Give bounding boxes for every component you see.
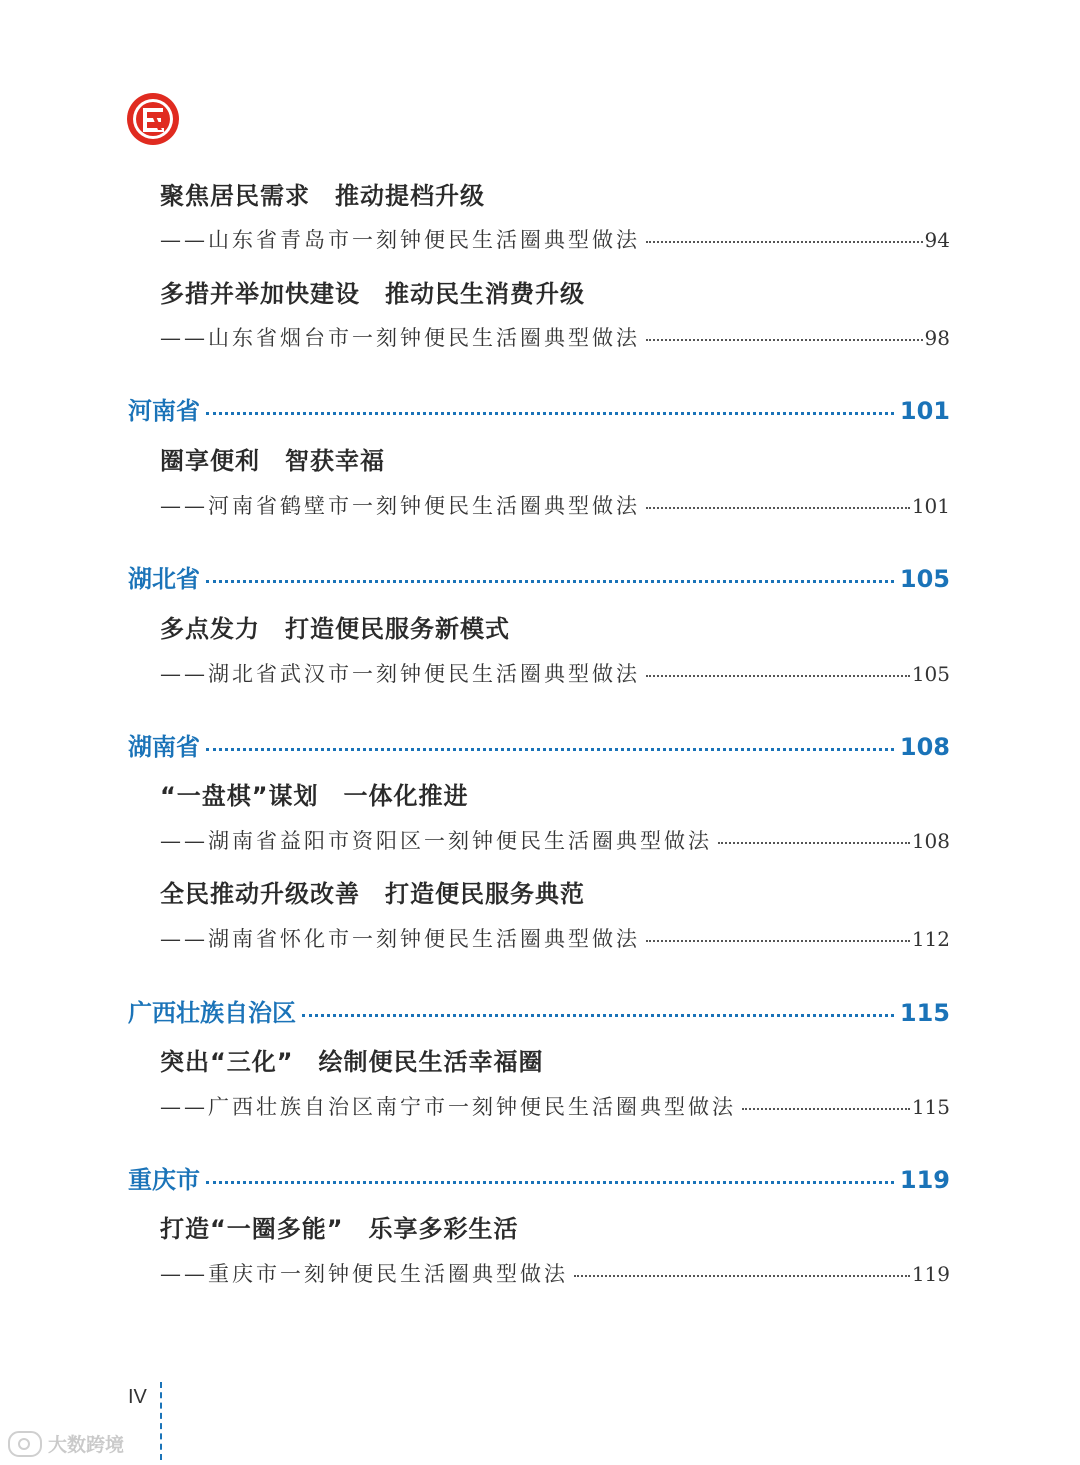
watermark-text: 大数跨境: [48, 1434, 125, 1456]
toc-entry-text: ——湖南省益阳市资阳区一刻钟便民生活圈典型做法: [160, 829, 712, 853]
toc-entry-text: 湖北省: [128, 565, 200, 593]
toc-entry-text: ——湖北省武汉市一刻钟便民生活圈典型做法: [160, 662, 640, 686]
toc-region-entry[interactable]: [128, 993, 950, 1028]
toc-leader-dots: [302, 1014, 894, 1017]
toc-leader-dots: [646, 940, 910, 942]
toc-entry-text: 全民推动升级改善 打造便民服务典范: [160, 880, 585, 908]
toc-entry-text: 广西壮族自治区: [128, 999, 296, 1027]
toc-article-title[interactable]: [160, 441, 950, 476]
toc-article-title[interactable]: [160, 609, 950, 644]
toc-article-subtitle[interactable]: [160, 1091, 950, 1121]
toc-article-subtitle[interactable]: [160, 490, 950, 520]
toc-leader-dots: [206, 748, 894, 751]
toc-article-subtitle[interactable]: [160, 658, 950, 688]
toc-region-entry[interactable]: [128, 727, 950, 762]
toc-leader-dots: [742, 1108, 910, 1110]
seal-logo-icon: [126, 92, 180, 146]
toc-article-title[interactable]: [160, 874, 950, 909]
toc-entry-text: 湖南省: [128, 733, 200, 761]
toc-entry-text: 圈享便利 智获幸福: [160, 447, 385, 475]
toc-leader-dots: [206, 580, 894, 583]
toc-page-number: 101: [911, 494, 950, 518]
toc-article-subtitle[interactable]: [160, 825, 950, 855]
toc-page-number: 98: [924, 326, 950, 350]
toc-entry-text: ——河南省鹤壁市一刻钟便民生活圈典型做法: [160, 494, 640, 518]
toc-entry-text: ——山东省烟台市一刻钟便民生活圈典型做法: [160, 326, 640, 350]
toc-entry-text: 多措并举加快建设 推动民生消费升级: [160, 280, 585, 308]
toc-page-number: 94: [924, 228, 950, 252]
toc-article-title[interactable]: [160, 1209, 950, 1244]
toc-page-number: 112: [911, 927, 950, 951]
watermark: [8, 1430, 124, 1457]
toc-entry-text: ——山东省青岛市一刻钟便民生活圈典型做法: [160, 228, 640, 252]
toc-article-subtitle[interactable]: [160, 322, 950, 352]
toc-entry-text: 突出“三化” 绘制便民生活幸福圈: [160, 1048, 544, 1076]
toc-article-title[interactable]: [160, 776, 950, 811]
toc-article-title[interactable]: [160, 176, 950, 211]
toc-article-subtitle[interactable]: [160, 923, 950, 953]
toc-entry-text: ——湖南省怀化市一刻钟便民生活圈典型做法: [160, 927, 640, 951]
toc-article-subtitle[interactable]: [160, 224, 950, 254]
toc-page-number: 115: [911, 1095, 950, 1119]
toc-region-entry[interactable]: [128, 391, 950, 426]
toc-leader-dots: [718, 842, 910, 844]
toc-leader-dots: [206, 412, 894, 415]
toc-entry-text: 重庆市: [128, 1166, 200, 1194]
toc-leader-dots: [574, 1275, 910, 1277]
watermark-logo-icon: [8, 1431, 42, 1457]
toc-leader-dots: [646, 675, 910, 677]
toc-page-number: 101: [899, 397, 950, 425]
toc-page-number: 108: [899, 733, 950, 761]
toc-entry-text: “一盘棋”谋划 一体化推进: [160, 782, 469, 810]
toc-page-number: 105: [911, 662, 950, 686]
page-number: IV: [128, 1386, 147, 1408]
folio-divider: [160, 1382, 162, 1460]
toc-page-number: 105: [899, 565, 950, 593]
toc-leader-dots: [646, 241, 923, 243]
toc-entry-text: 河南省: [128, 397, 200, 425]
toc-article-title[interactable]: [160, 1042, 950, 1077]
toc-article-subtitle[interactable]: [160, 1258, 950, 1288]
toc-entry-text: 聚焦居民需求 推动提档升级: [160, 182, 485, 210]
toc-leader-dots: [206, 1181, 894, 1184]
toc-entry-text: 多点发力 打造便民服务新模式: [160, 615, 510, 643]
toc-region-entry[interactable]: [128, 559, 950, 594]
toc-page-number: 119: [911, 1262, 950, 1286]
toc-entry-text: ——重庆市一刻钟便民生活圈典型做法: [160, 1262, 568, 1286]
toc-page-number: 115: [899, 999, 950, 1027]
toc-entry-text: ——广西壮族自治区南宁市一刻钟便民生活圈典型做法: [160, 1095, 736, 1119]
toc-article-title[interactable]: [160, 274, 950, 309]
toc-leader-dots: [646, 339, 923, 341]
toc-page-number: 108: [911, 829, 950, 853]
toc-leader-dots: [646, 507, 910, 509]
toc-entry-text: 打造“一圈多能” 乐享多彩生活: [160, 1215, 519, 1243]
toc-page-number: 119: [899, 1166, 950, 1194]
toc-region-entry[interactable]: [128, 1160, 950, 1195]
